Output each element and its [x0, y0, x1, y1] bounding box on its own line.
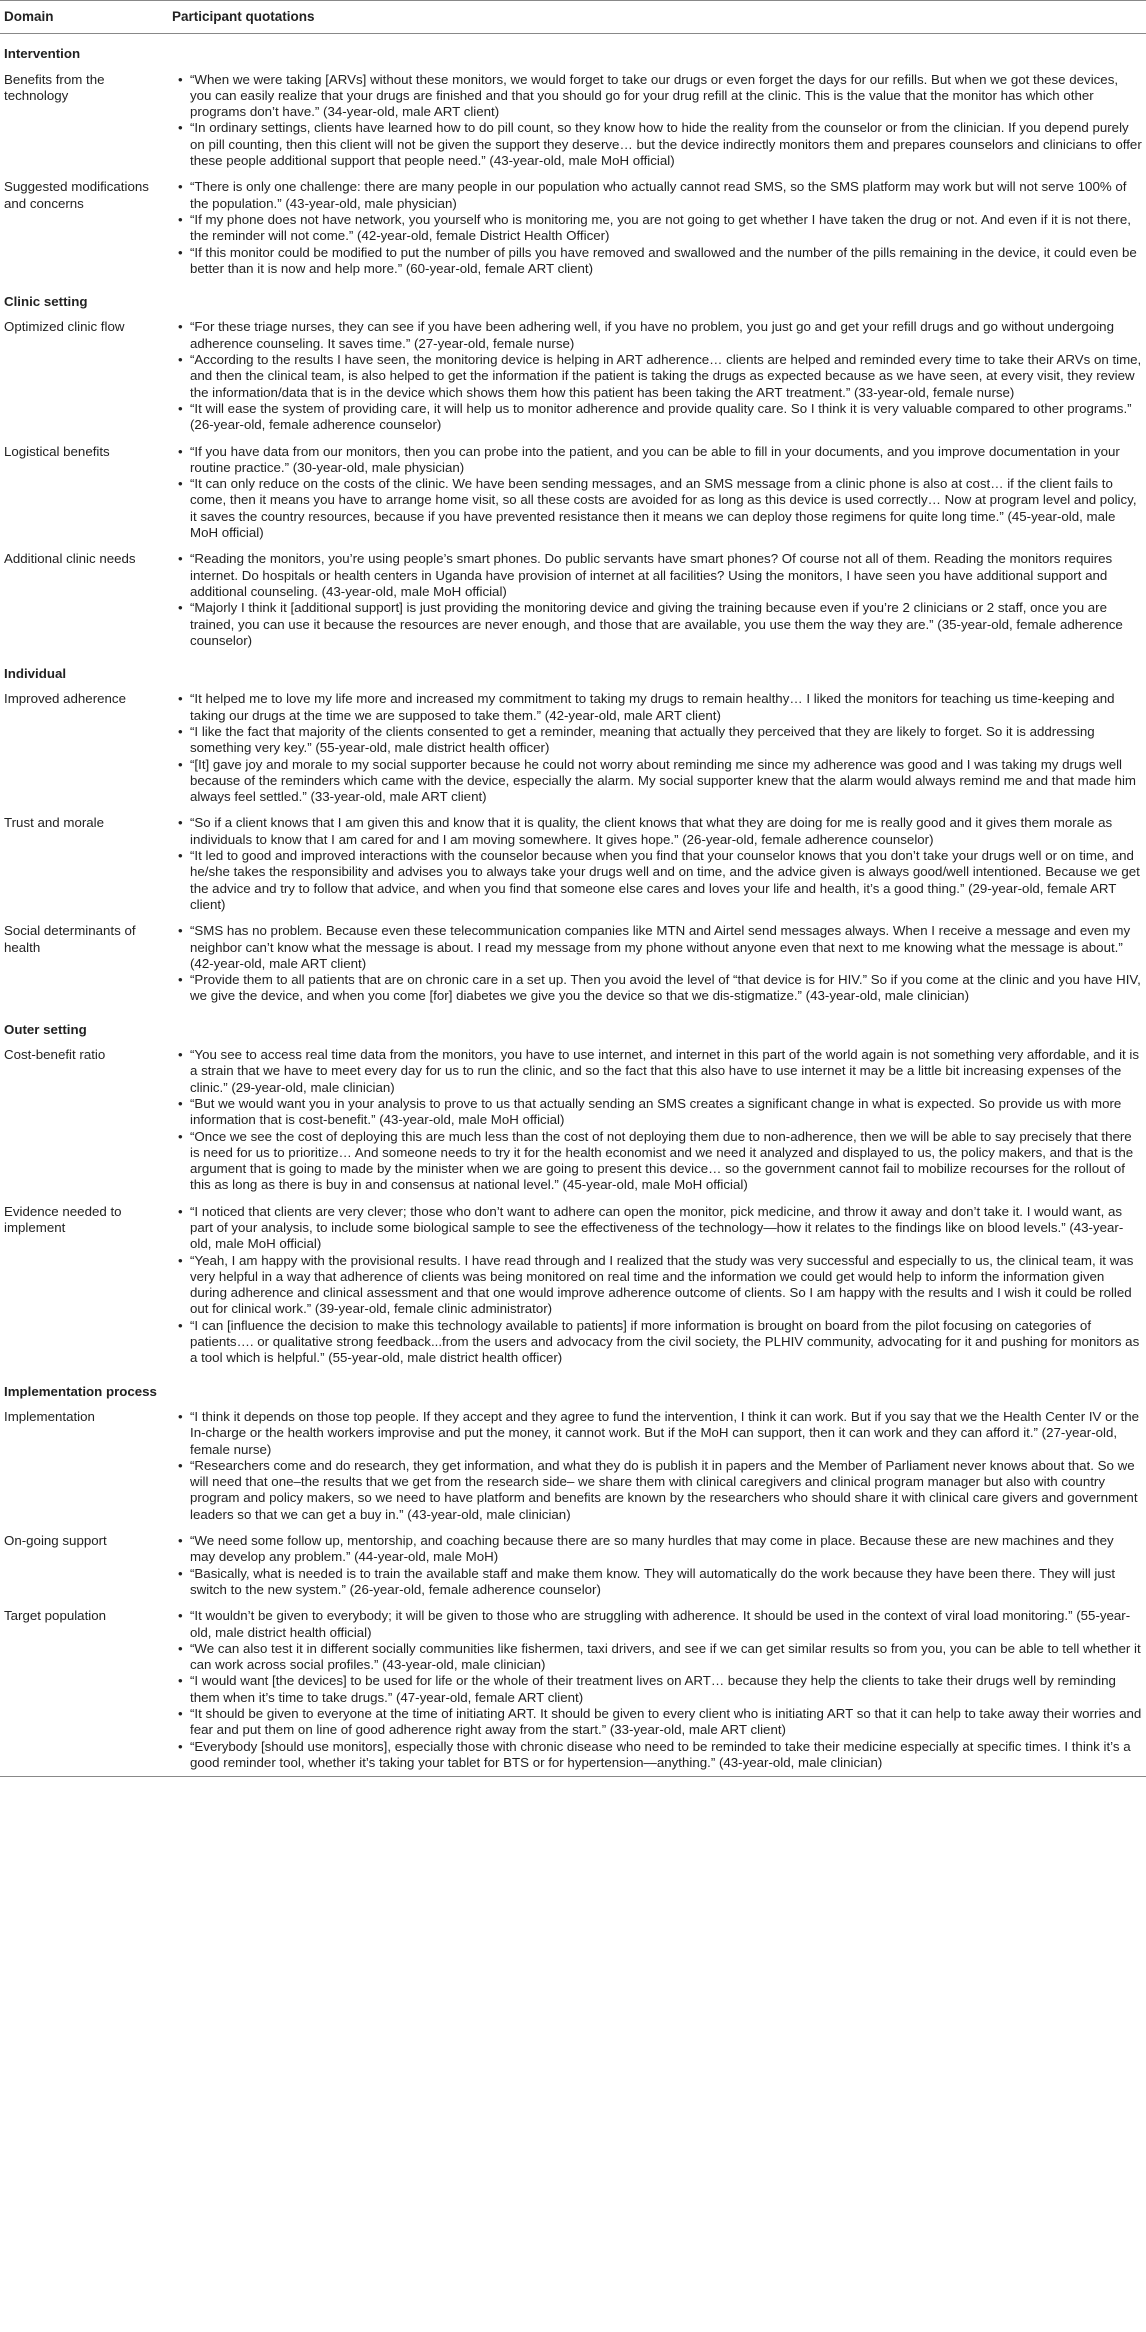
table-row	[0, 1528, 1146, 1603]
quote-item: • “We can also test it in different socially communities like fishermen, taxi drivers, and see if we can get similar results so from you, you can be able to tell whether it can work across social profiles.” (43-year-old, male clinician)	[190, 1641, 1142, 1674]
domain-cell: Evidence needed to implement	[4, 1203, 122, 1235]
quote-list	[172, 319, 1142, 433]
table-row	[0, 810, 1146, 918]
quote-item: • “Once we see the cost of deploying this are much less than the cost of not deploying them due to non-adherence, then we will be able to say precisely that there is need for us to prioritize… And someone needs to try it for the health economist and we need it analyzed and displayed to us, the policy makers, and that is the argument that is going to made by the minister when we are going to present this device… so the government cannot fail to mobilize recourses for the rollout of this as long as there is buy in and consensus at national level.” (45-year-old, male MoH official)	[190, 1129, 1142, 1194]
table-row	[0, 314, 1146, 438]
domain-cell: Additional clinic needs	[4, 551, 136, 567]
quotes-cell	[168, 439, 1146, 547]
section-heading: Implementation process	[4, 1383, 157, 1399]
table-row	[0, 67, 1146, 175]
quote-item: • “Basically, what is needed is to train the available staff and make them know. They will automatically do the work because they have been there. They will just switch to the new system.” (26-year-old, female adherence counselor)	[190, 1566, 1142, 1599]
domain-cell: Trust and morale	[4, 815, 105, 831]
quote-item: • “It wouldn’t be given to everybody; it will be given to those who are struggling with adherence. It should be used in the context of viral load monitoring.” (55-year-old, male district health official)	[190, 1608, 1142, 1641]
quotes-cell	[168, 918, 1146, 1009]
quote-list	[172, 1533, 1142, 1598]
section-heading-row	[0, 1010, 1146, 1042]
quote-list	[172, 1047, 1142, 1194]
domain-cell: On-going support	[4, 1533, 107, 1549]
quote-item: • “I would want [the devices] to be used for life or the whole of their treatment lives on ART… because they help the clients to take their drugs well by reminding them when it’s time to take drugs.” (47-year-old, female ART client)	[190, 1673, 1142, 1706]
table-body	[0, 34, 1146, 1777]
domain-cell: Social determinants of health	[4, 923, 136, 955]
quote-list	[172, 691, 1142, 805]
quote-item: • “So if a client knows that I am given this and know that it is quality, the client knows that what they are doing for me is really good and it gives them morale as individuals to know that I am cared for and I am moving somewhere. It gives hope.” (26-year-old, female adherence counselor)	[190, 815, 1142, 848]
quote-item: • “It should be given to everyone at the time of initiating ART. It should be given to every client who is initiating ART so that it can help to take away their worries and fear and put them on line of good adherence right away from the start.” (33-year-old, male ART client)	[190, 1706, 1142, 1739]
quote-list	[172, 923, 1142, 1004]
quote-item: • “If you have data from our monitors, then you can probe into the patient, and you can be able to fill in your documents, and you improve documentation in your routine practice.” (30-year-old, male physician)	[190, 444, 1142, 477]
header-quotes: Participant quotations	[168, 1, 1146, 34]
domain-cell: Cost-benefit ratio	[4, 1047, 106, 1063]
quote-item: • “For these triage nurses, they can see if you have been adhering well, if you have no problem, you just go and get your refill drugs and go without undergoing adherence counseling. It saves time.” (27-year-old, female nurse)	[190, 319, 1142, 352]
section-heading: Intervention	[4, 46, 81, 62]
quote-item: • “But we would want you in your analysis to prove to us that actually sending an SMS creates a significant change in what is expected. So provide us with more information that is cost-benefit.” (43-year-old, male MoH official)	[190, 1096, 1142, 1129]
quote-item: • “If my phone does not have network, you yourself who is monitoring me, you are not going to get whether I have taken the drug or not. And even if it is not there, the reminder will not come.” (42-year-old, female District Health Officer)	[190, 212, 1142, 245]
table-row	[0, 1404, 1146, 1528]
table-row	[0, 174, 1146, 282]
quotes-cell	[168, 1199, 1146, 1372]
table-header-row	[0, 1, 1146, 34]
quotes-cell	[168, 314, 1146, 438]
table-row	[0, 1603, 1146, 1776]
quote-list	[172, 815, 1142, 913]
section-heading-row	[0, 34, 1146, 67]
quote-item: • “We need some follow up, mentorship, and coaching because there are so many hurdles that may come in place. Because these are new machines and they may develop any problem.” (44-year-old, male MoH)	[190, 1533, 1142, 1566]
domain-cell: Benefits from the technology	[4, 71, 105, 103]
quote-list	[172, 179, 1142, 277]
quotes-cell	[168, 1528, 1146, 1603]
table-row	[0, 439, 1146, 547]
quote-item: • “I noticed that clients are very clever; those who don’t want to adhere can open the monitor, pick medicine, and throw it away and don’t take it. I would want, as part of your analysis, to include some biological sample to see the effectiveness of the technology—how it relates to the findings like on blood levels.” (43-year-old, male MoH official)	[190, 1204, 1142, 1253]
table-row	[0, 546, 1146, 654]
quote-item: • “When we were taking [ARVs] without these monitors, we would forget to take our drugs or even forget the days for our refills. But when we got these devices, you can easily realize that your drugs are finished and that you should go for your drug refill at the clinic. This is the value that the monitor has which other programs don’t have.” (34-year-old, male ART client)	[190, 72, 1142, 121]
section-heading: Clinic setting	[4, 294, 88, 310]
quotes-cell	[168, 174, 1146, 282]
quote-item: • “Everybody [should use monitors], especially those with chronic disease who need to be reminded to take their medicine especially at specific times. I think it’s a good reminder tool, whether it’s taking your tablet for BTS or for hypertension—anything.” (43-year-old, male clinician)	[190, 1739, 1142, 1772]
quote-item: • “You see to access real time data from the monitors, you have to use internet, and internet in this part of the world again is not something very affordable, and it is a strain that we have to meet every day for us to run the clinic, and so the fact that this also have to use internet it may be a little bit increasing expenses of the clinic.” (29-year-old, male clinician)	[190, 1047, 1142, 1096]
quote-list	[172, 444, 1142, 542]
domain-cell: Optimized clinic flow	[4, 319, 125, 335]
quote-list	[172, 1204, 1142, 1367]
table-row	[0, 686, 1146, 810]
quote-list	[172, 1608, 1142, 1771]
quote-item: • “According to the results I have seen, the monitoring device is helping in ART adherence… clients are helped and reminded every time to take their ARVs on time, and then the clinical team, is also helped to get the information if the patient is taking the drugs as expected because as we have seen, at every visit, they review the information/data that is in the device which shows them how this patient has been taking the ART treatment.” (33-year-old, female nurse)	[190, 352, 1142, 401]
quote-item: • “I think it depends on those top people. If they accept and they agree to fund the intervention, I think it can work. But if you say that we the Health Center IV or the In-charge or the health workers improvise and put the money, it cannot work. But if the MoH can support, then it can work and they can afford it.” (27-year-old, female nurse)	[190, 1409, 1142, 1458]
quote-item: • “Researchers come and do research, they get information, and what they do is publish it in papers and the Member of Parliament never knows about that. So we will need that one–the results that we get from the research side– we share them with clinical caregivers and clinical program manager but also with country program and policy makers, so we need to have platform and benefits are known by the researchers who should share it with clinical care givers and government leaders so that we can get a buy in.” (43-year-old, male clinician)	[190, 1458, 1142, 1523]
quote-item: • “SMS has no problem. Because even these telecommunication companies like MTN and Airtel send messages always. When I receive a message and even my neighbor can’t know what the message is about. I read my message from my phone without anyone even that next to me knowing what the message is about.” (42-year-old, male ART client)	[190, 923, 1142, 972]
domain-cell: Target population	[0, 1603, 168, 1776]
table-row	[0, 1042, 1146, 1199]
quote-item: • “It will ease the system of providing care, it will help us to monitor adherence and provide quality care. So I think it is very valuable compared to other programs.” (26-year-old, female adherence counselor)	[190, 401, 1142, 434]
quotes-cell	[168, 546, 1146, 654]
quote-item: • “There is only one challenge: there are many people in our population who actually cannot read SMS, so the SMS platform may work but will not serve 100% of the population.” (43-year-old, male physician)	[190, 179, 1142, 212]
domain-cell: Implementation	[4, 1408, 95, 1424]
table-row	[0, 1199, 1146, 1372]
quote-item: • “It led to good and improved interactions with the counselor because when you find that your counselor knows that you don’t take your drugs well or on time, and he/she takes the responsibility and advises you to always take your drugs well and on time, and the advice given is always good/well intentioned. Because we get the advice and try to follow that advice, and when you find that someone else cares and loves your life and health, it’s a good thing.” (29-year-old, female ART client)	[190, 848, 1142, 913]
header-domain: Domain	[0, 1, 168, 34]
section-heading-row	[0, 1372, 1146, 1404]
quote-item: • “In ordinary settings, clients have learned how to do pill count, so they know how to hide the reality from the counselor or from the clinician. If you depend purely on pill counting, then this client will not be given the support they deserve… but the device indirectly monitors them and prepares counselors and clinicians to offer these people additional support that people need.” (43-year-old, male MoH official)	[190, 120, 1142, 169]
domain-cell: Improved adherence	[4, 691, 126, 707]
quote-list	[172, 72, 1142, 170]
quotes-cell	[168, 810, 1146, 918]
quote-item: • “[It] gave joy and morale to my social supporter because he could not worry about reminding me since my adherence was good and I was taking my drugs well because of the reminders which came with the device, especially the alarm. My social supporter knew that the alarm would always remind me and that made him always feel settled.” (33-year-old, male ART client)	[190, 757, 1142, 806]
quote-item: • “Reading the monitors, you’re using people’s smart phones. Do public servants have smart phones? Of course not all of them. Reading the monitors requires internet. Do hospitals or health centers in Uganda have provision of internet at all facilities? Using the monitors, I have seen you have additional support and additional counseling. (43-year-old, male MoH official)	[190, 551, 1142, 600]
quotes-cell	[168, 1603, 1146, 1776]
section-heading-row	[0, 654, 1146, 686]
section-heading: Individual	[4, 666, 67, 682]
quotes-cell	[168, 1042, 1146, 1199]
quote-item: • “Provide them to all patients that are on chronic care in a set up. Then you avoid the level of “that device is for HIV.” So if you come at the clinic and you have HIV, we give the device, and when you come [for] diabetes we give you the device so that we dis-stigmatize.” (43-year-old, male clinician)	[190, 972, 1142, 1005]
quote-item: • “I like the fact that majority of the clients consented to get a reminder, meaning that actually they perceived that they are likely to forget. So it is addressing something very key.” (55-year-old, male district health officer)	[190, 724, 1142, 757]
section-heading-row	[0, 282, 1146, 314]
quotes-cell	[168, 1404, 1146, 1528]
table-row	[0, 918, 1146, 1009]
quotes-cell	[168, 67, 1146, 175]
quotes-cell	[168, 686, 1146, 810]
quote-list	[172, 551, 1142, 649]
quote-item: • “I can [influence the decision to make this technology available to patients] if more information is brought on board from the pilot focusing on categories of patients…. or qualitative strong feedback...from the users and advocacy from the civil society, the PLHIV community, advocating for it and pushing for monitors as a tool which is helpful.” (55-year-old, male district health officer)	[190, 1318, 1142, 1367]
quote-item: • “Yeah, I am happy with the provisional results. I have read through and I realized that the study was very successful and especially to us, the clinical team, it was very helpful in a way that adherence of clients was being monitored on real time and the information we could get would help to inform the information given during adherence and clinical assessment and that one would improve adherence outcome of clients. So I am happy with the results and I wish it could be rolled out for clinical work.” (39-year-old, female clinic administrator)	[190, 1253, 1142, 1318]
domain-cell: Suggested modifications and concerns	[4, 179, 149, 211]
quote-list	[172, 1409, 1142, 1523]
quote-item: • “It can only reduce on the costs of the clinic. We have been sending messages, and an SMS message from a clinic phone is also at cost… if the client fails to come, then it means you have to arrange home visit, so all these costs are avoided for as long as this device is used correctly… Now at program level and policy, it saves the country resources, because if you have prevented resistance then it means we can deploy those regimens for quite long time.” (45-year-old, male MoH official)	[190, 476, 1142, 541]
quote-item: • “If this monitor could be modified to put the number of pills you have removed and swallowed and the number of the pills remaining in the device, it could even be better than it is now and help more.” (60-year-old, female ART client)	[190, 245, 1142, 278]
section-heading: Outer setting	[4, 1021, 87, 1037]
quote-item: • “Majorly I think it [additional support] is just providing the monitoring device and giving the training because even if you’re 2 clinicians or 2 staff, once you are trained, you can use it because the resources are never enough, and those that are available, you use them the way they are.” (35-year-old, female adherence counselor)	[190, 600, 1142, 649]
quote-item: • “It helped me to love my life more and increased my commitment to taking my drugs to remain healthy… I liked the monitors for teaching us time-keeping and taking our drugs at the time we are supposed to take them.” (42-year-old, male ART client)	[190, 691, 1142, 724]
domain-cell: Logistical benefits	[4, 443, 110, 459]
